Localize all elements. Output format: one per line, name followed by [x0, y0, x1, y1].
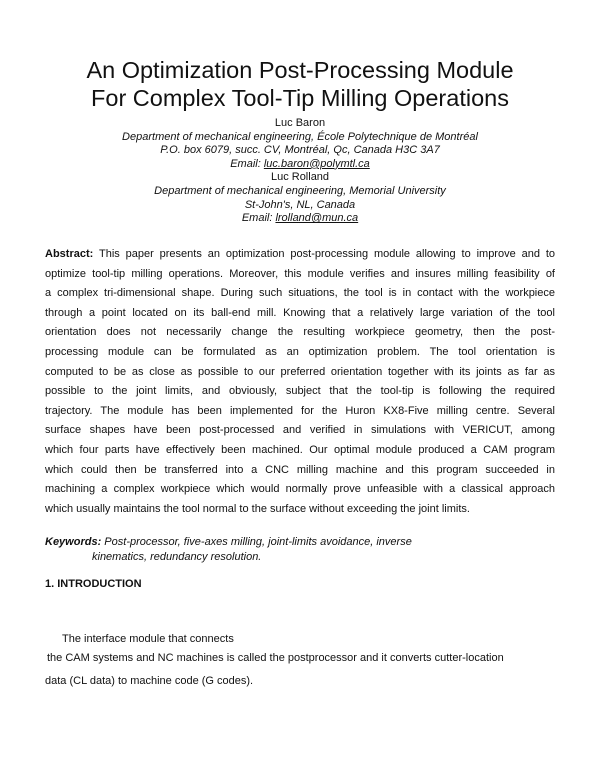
- abstract-line: [45, 421, 555, 441]
- author-email-line: [0, 158, 600, 172]
- section-heading: 1. INTRODUCTION: [45, 578, 142, 591]
- email-link[interactable]: luc.baron@polymtl.ca: [263, 157, 370, 170]
- body-flow: [45, 245, 555, 689]
- body-text-line: The interface module that connects: [62, 633, 234, 646]
- abstract-text: computed to be as close as possible to our preferred orientation together with its joints as far as: [45, 365, 555, 378]
- abstract-text: which could then be transferred into a CNC milling machine and this program succeeded in: [45, 463, 555, 476]
- keywords-text-cont: kinematics, redundancy resolution.: [92, 551, 262, 564]
- abstract-line: [45, 323, 555, 343]
- author-address: P.O. box 6079, succ. CV, Montréal, Qc, Canada H3C 3A7: [160, 144, 440, 157]
- author-name: Luc Baron: [274, 117, 326, 129]
- abstract-line: [45, 441, 555, 461]
- abstract-text: trajectory. The module has been implemented for the Huron KX8-Five milling centre. Several: [45, 404, 555, 417]
- abstract-text: which four parts have effectively been machined. Our optimal module produced a CAM program: [45, 443, 555, 456]
- author-name: Luc Rolland: [270, 171, 330, 184]
- abstract-line: [45, 343, 555, 363]
- author-address: St-John's, NL, Canada: [244, 198, 356, 211]
- abstract-line: [45, 363, 555, 383]
- abstract-text: This paper presents an optimization post-processing module allowing to improve and to: [93, 248, 555, 260]
- abstract-text: machining a complex workpiece which would normally prove unfeasible with a classical approach: [45, 483, 555, 496]
- author-email-line: [0, 212, 600, 226]
- abstract-text: processing module can be formulated as an optimization problem. The tool orientation is: [45, 345, 555, 358]
- abstract-text: orientation does not necessarily change the resulting workpiece geometry, then the post-: [45, 326, 555, 339]
- abstract: [45, 245, 555, 519]
- abstract-text: possible to the joint limits, and obviously, subject that the tool-tip is following the required: [45, 385, 555, 398]
- email-label: Email:: [230, 157, 261, 170]
- abstract-line: [45, 382, 555, 402]
- abstract-text: which usually maintains the tool normal to the surface without exceeding the joint limits.: [45, 502, 470, 515]
- abstract-line: [45, 500, 555, 520]
- abstract-line: [45, 461, 555, 481]
- keywords: [45, 535, 555, 565]
- keywords-text: Post-processor, five-axes milling, joint-limits avoidance, inverse: [101, 536, 412, 549]
- abstract-line: [45, 245, 555, 265]
- abstract-text: optimize tool-tip milling operations. Moreover, this module verifies and insures milling feasibility of: [45, 267, 555, 280]
- paper-title-line-2: For Complex Tool-Tip Milling Operations: [91, 85, 509, 111]
- body-text-line: the CAM systems and NC machines is called the postprocessor and it converts cutter-location: [47, 652, 504, 665]
- paper-title-line-1: An Optimization Post-Processing Module: [86, 57, 514, 83]
- body-text-line: data (CL data) to machine code (G codes).: [45, 675, 254, 688]
- abstract-text: surface shapes have been post-processed and verified in simulations with VERICUT, among: [45, 424, 555, 437]
- abstract-line: [45, 402, 555, 422]
- abstract-line: [45, 480, 555, 500]
- abstract-line: [45, 284, 555, 304]
- abstract-line: [45, 304, 555, 324]
- author-block: [0, 117, 600, 226]
- email-label: Email:: [241, 212, 273, 225]
- abstract-text: through a point located on its ball-end mill. Knowing that a relatively large variation of the tool: [45, 306, 555, 319]
- keywords-label: Keywords:: [45, 536, 102, 549]
- author-affiliation: Department of mechanical engineering, École Polytechnique de Montréal: [122, 130, 478, 143]
- abstract-label: Abstract:: [45, 248, 94, 260]
- email-link[interactable]: lrolland@mun.ca: [275, 212, 359, 225]
- abstract-line: [45, 265, 555, 285]
- abstract-text: a complex tri-dimensional shape. During such situations, the tool is in contact with the workpiece: [45, 287, 555, 300]
- author-affiliation: Department of mechanical engineering, Memorial University: [154, 184, 446, 197]
